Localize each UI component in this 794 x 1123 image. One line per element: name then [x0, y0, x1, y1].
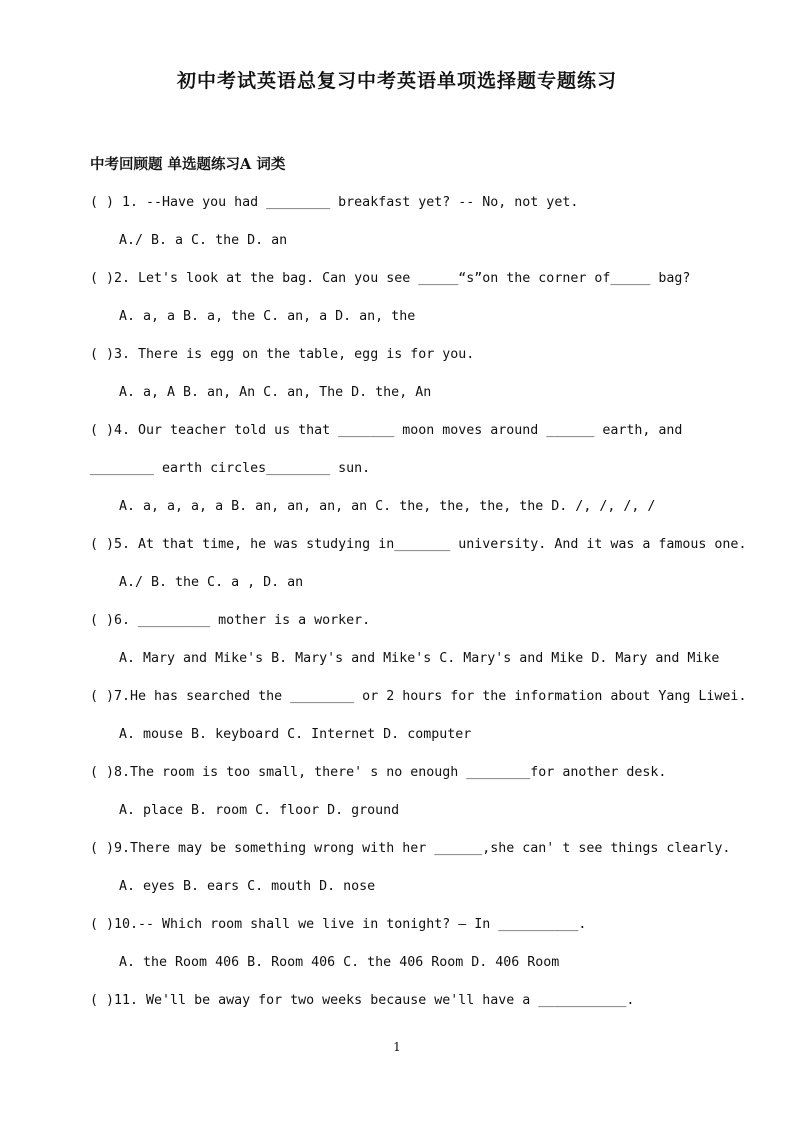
question-line: ( )8.The room is too small, there' s no enough ________for another desk.	[90, 765, 667, 780]
section-heading: 中考回顾题 单选题练习A 词类	[90, 156, 286, 173]
question-line: ( )4. Our teacher told us that _______ moon moves around ______ earth, and	[90, 423, 683, 438]
answer-options: A. Mary and Mike's B. Mary's and Mike's C. Mary's and Mike D. Mary and Mike	[119, 651, 720, 666]
answer-options: A./ B. a C. the D. an	[119, 233, 288, 248]
answer-options: A. a, a, a, a B. an, an, an, an C. the, the, the, the D. /, /, /, /	[119, 499, 656, 514]
question-list	[0, 190, 794, 1026]
question-line: ( )6. _________ mother is a worker.	[90, 613, 371, 628]
document-title: 初中考试英语总复习中考英语单项选择题专题练习	[176, 70, 617, 92]
question-line: ( ) 1. --Have you had ________ breakfast yet? -- No, not yet.	[90, 195, 579, 210]
question-line: ( )3. There is egg on the table, egg is for you.	[90, 347, 475, 362]
answer-options: A. a, a B. a, the C. an, a D. an, the	[119, 309, 416, 324]
question-line: ( )7.He has searched the ________ or 2 hours for the information about Yang Liwei.	[90, 689, 747, 704]
question-line: ( )10.-- Which room shall we live in tonight? – In __________.	[90, 917, 587, 932]
question-line: ( )5. At that time, he was studying in_______ university. And it was a famous one.	[90, 537, 747, 552]
question-continuation: ________ earth circles________ sun.	[90, 461, 371, 476]
question-line: ( )2. Let's look at the bag. Can you see _____“s”on the corner of_____ bag?	[90, 271, 691, 286]
question-line: ( )11. We'll be away for two weeks because we'll have a ___________.	[90, 993, 635, 1008]
answer-options: A. eyes B. ears C. mouth D. nose	[119, 879, 376, 894]
page-number: 1	[393, 1040, 401, 1054]
answer-options: A. the Room 406 B. Room 406 C. the 406 Room D. 406 Room	[119, 955, 560, 970]
answer-options: A./ B. the C. a , D. an	[119, 575, 304, 590]
question-line: ( )9.There may be something wrong with her ______,she can' t see things clearly.	[90, 841, 731, 856]
answer-options: A. mouse B. keyboard C. Internet D. computer	[119, 727, 472, 742]
answer-options: A. place B. room C. floor D. ground	[119, 803, 400, 818]
answer-options: A. a, A B. an, An C. an, The D. the, An	[119, 385, 432, 400]
